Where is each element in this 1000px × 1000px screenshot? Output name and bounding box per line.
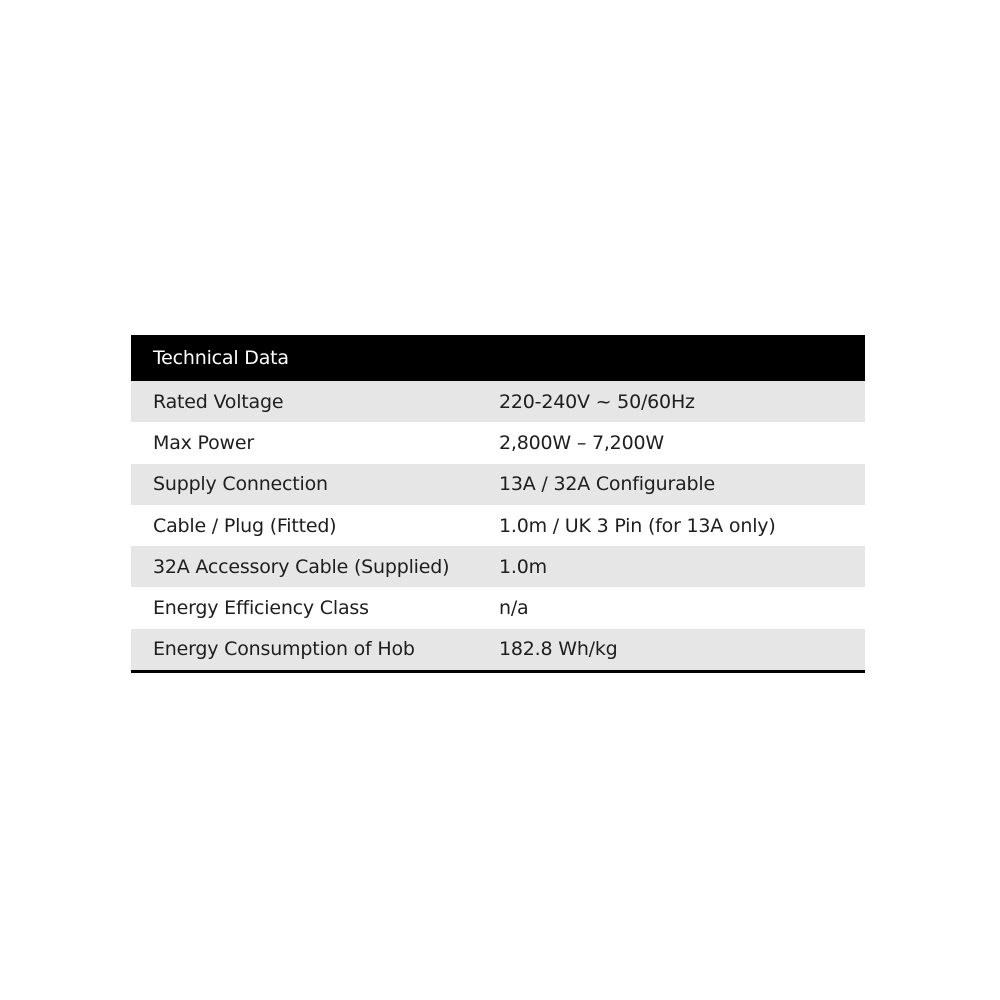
table-row [131,505,865,546]
table-row [131,422,865,463]
row-value: 220-240V ~ 50/60Hz [499,390,695,413]
row-label: 32A Accessory Cable (Supplied) [153,555,450,578]
table-row [131,629,865,670]
table-title: Technical Data [153,347,289,369]
row-label: Supply Connection [153,473,328,496]
row-value: 13A / 32A Configurable [499,473,715,496]
row-label: Energy Consumption of Hob [153,638,415,661]
table-row [131,381,865,422]
row-value: 1.0m / UK 3 Pin (for 13A only) [499,514,776,537]
table-row [131,546,865,587]
table-row [131,464,865,505]
row-value: 1.0m [499,555,547,578]
row-label: Cable / Plug (Fitted) [153,514,337,537]
table-header [131,335,865,381]
row-value: 2,800W – 7,200W [499,431,664,454]
row-label: Rated Voltage [153,390,284,413]
row-label: Energy Efficiency Class [153,597,369,620]
table-row [131,587,865,628]
row-label: Max Power [153,431,254,454]
row-value: n/a [499,597,529,620]
row-value: 182.8 Wh/kg [499,638,618,661]
technical-data-table [131,335,865,673]
